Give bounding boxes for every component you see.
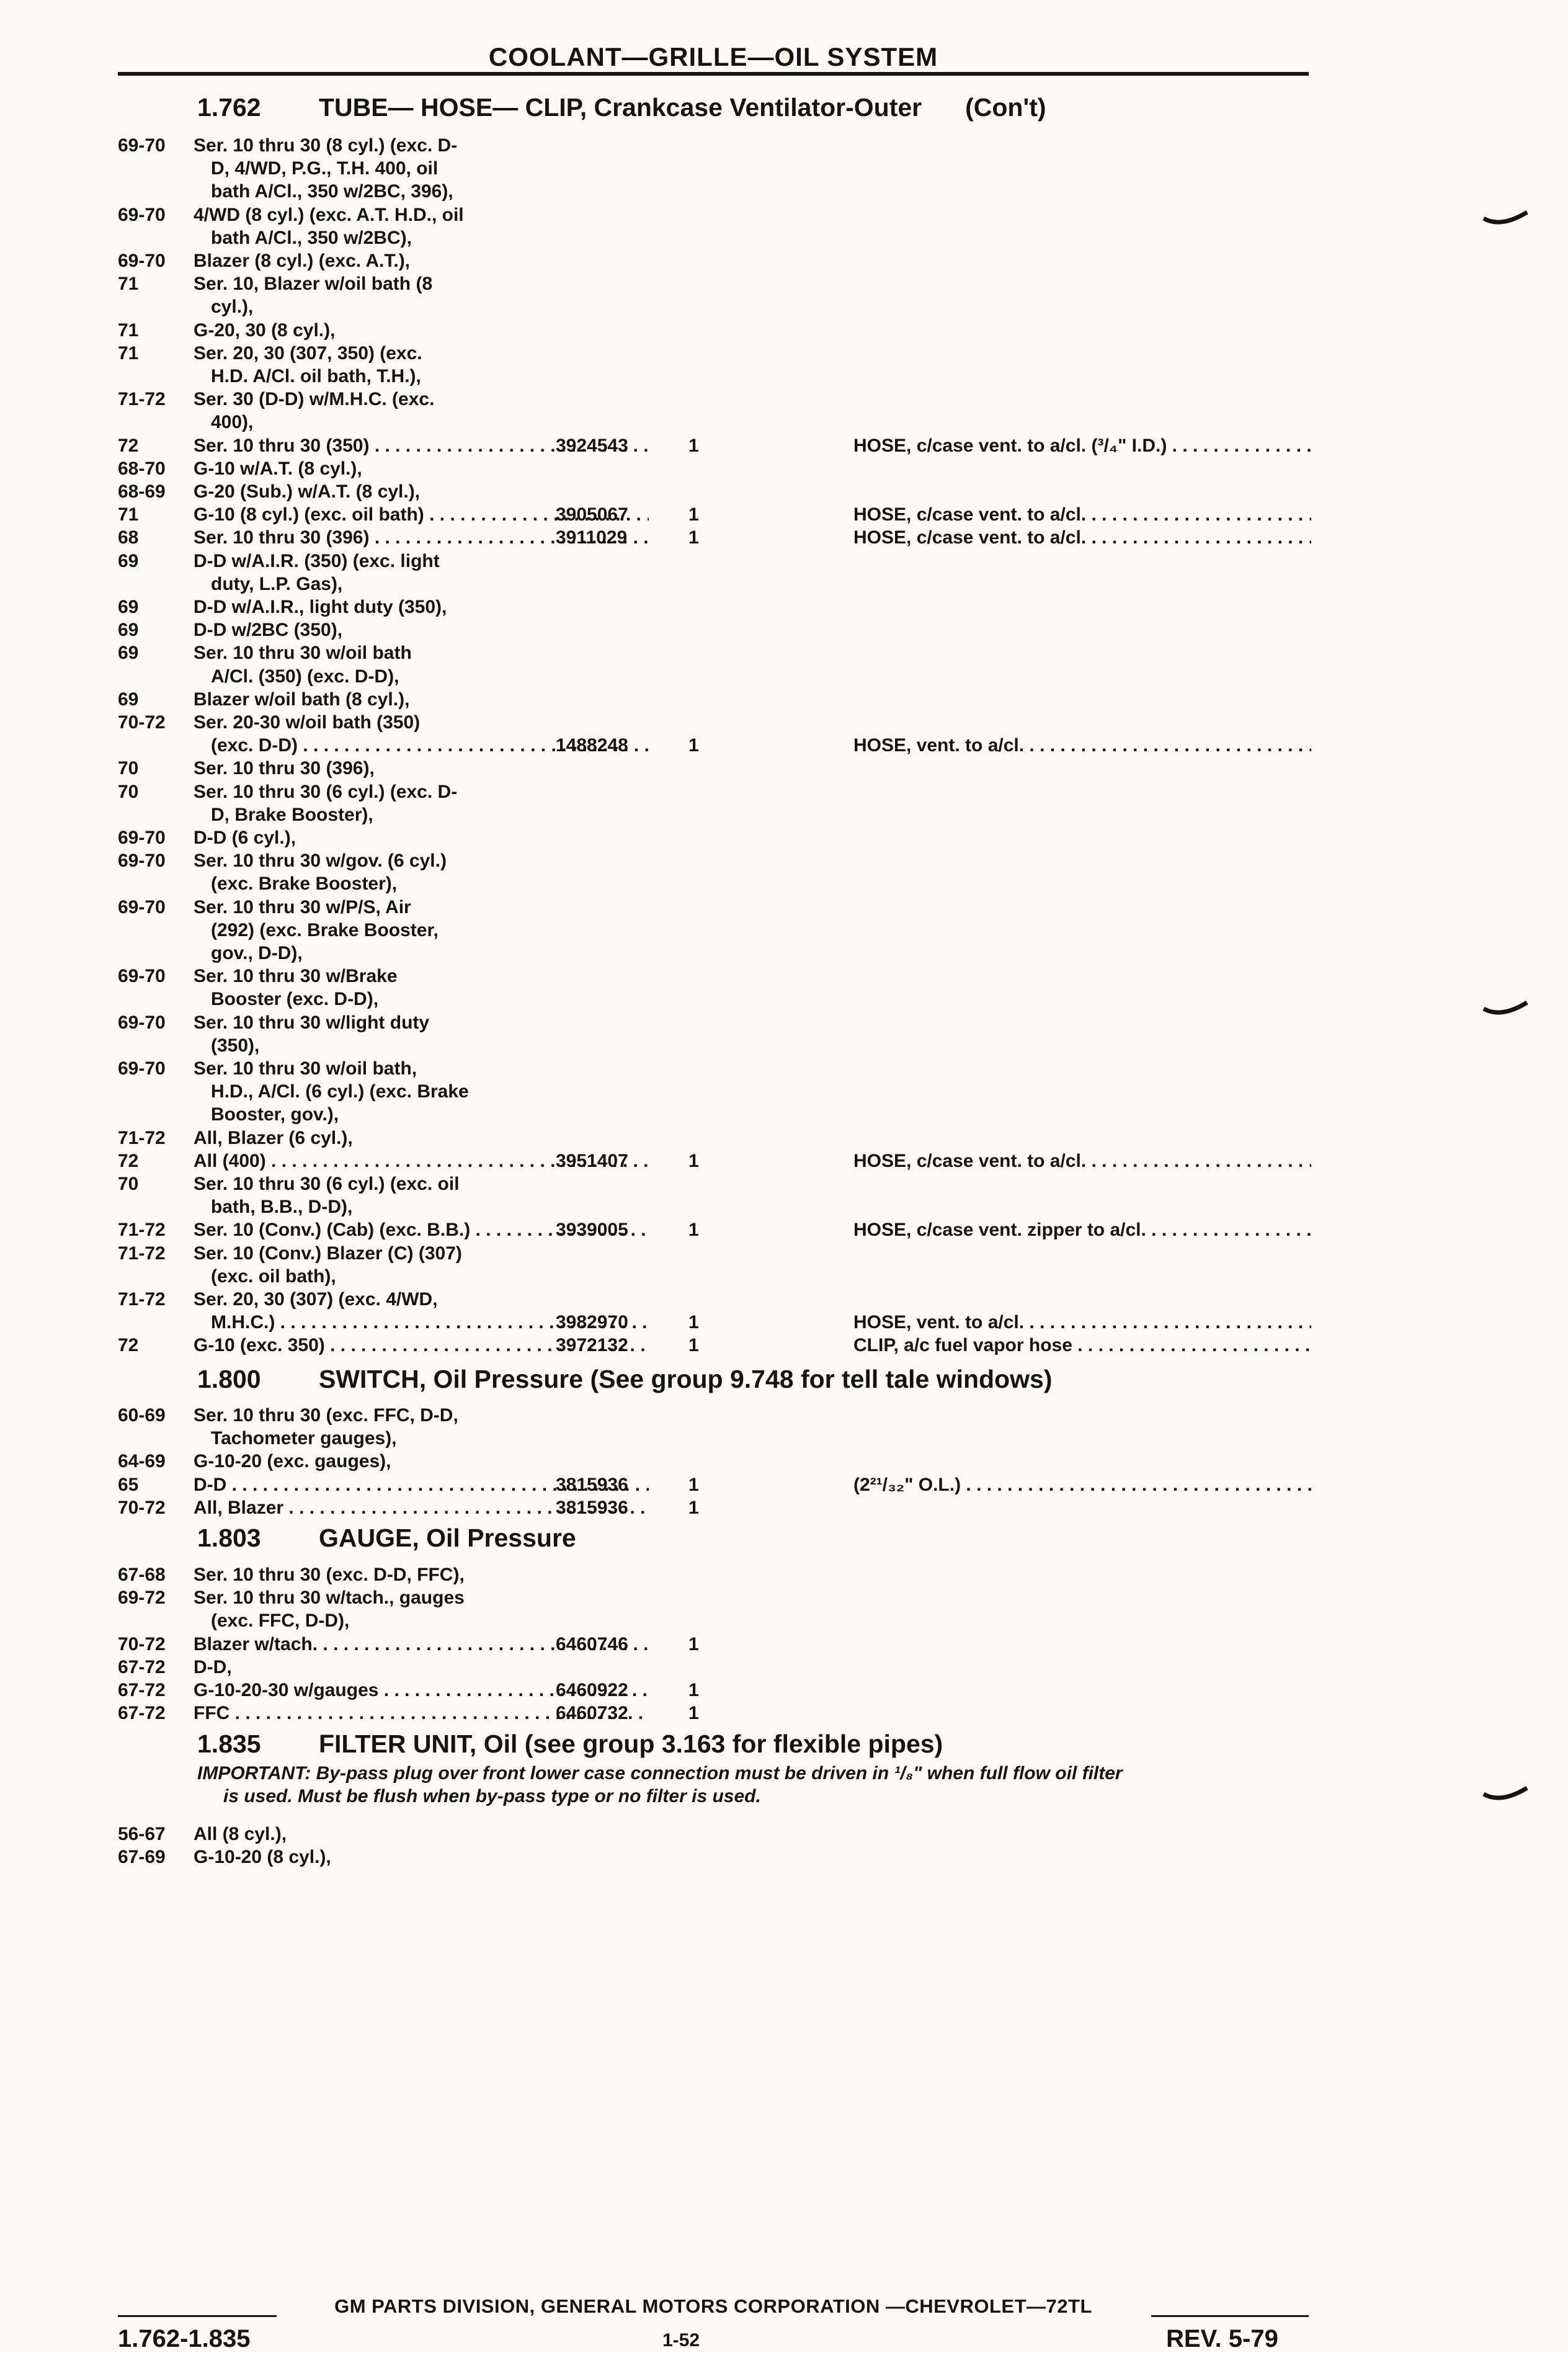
section-heading-1-762 <box>197 93 1376 124</box>
model-year: 69-70 <box>118 966 166 987</box>
application-text: Ser. 30 (D-D) w/M.H.C. (exc. <box>194 389 435 410</box>
application-text: Blazer (8 cyl.) (exc. A.T.), <box>194 251 411 271</box>
table-row <box>118 665 1311 688</box>
table-row <box>118 988 1311 1011</box>
table-row <box>118 1127 1311 1150</box>
section-number: 1.803 <box>197 1524 261 1552</box>
application-text: Ser. 10 thru 30 w/light duty <box>194 1012 430 1033</box>
table-row <box>118 803 1311 826</box>
part-number: 3972132 <box>556 1335 628 1356</box>
part-description: HOSE, c/case vent. to a/cl. . . . <box>853 503 1311 526</box>
table-row <box>118 1609 1311 1632</box>
table-row <box>118 711 1311 734</box>
application-text: Ser. 20, 30 (307, 350) (exc. <box>194 342 422 364</box>
application-text: H.D., A/Cl. (6 cyl.) (exc. Brake <box>211 1081 469 1102</box>
application-text: All, Blazer . . . <box>194 1496 649 1519</box>
quantity: 1 <box>688 1474 699 1495</box>
application-text: Blazer w/oil bath (8 cyl.), <box>194 689 410 710</box>
model-year: 69-70 <box>118 204 166 225</box>
model-year: 72 <box>118 1335 139 1356</box>
table-row <box>118 411 1311 434</box>
model-year: 68 <box>118 527 139 548</box>
table-row <box>118 1473 1311 1496</box>
section-number: 1.762 <box>197 93 261 122</box>
table-row <box>118 1656 1311 1679</box>
quantity: 1 <box>688 1497 699 1518</box>
part-description: HOSE, vent. to a/cl. . . . <box>853 1311 1311 1334</box>
table-row <box>118 1311 1311 1334</box>
table-row <box>118 1150 1311 1172</box>
quantity: 1 <box>688 1150 699 1171</box>
application-text: Ser. 10 (Conv.) Blazer (C) (307) <box>194 1243 462 1264</box>
model-year: 69-70 <box>118 896 166 918</box>
table-row <box>118 203 1311 226</box>
section-heading-1-800 <box>197 1365 1376 1396</box>
table-row <box>118 1427 1311 1450</box>
table-row <box>118 134 1311 157</box>
model-year: 67-72 <box>118 1656 166 1677</box>
table-row <box>118 526 1311 549</box>
application-text: H.D. A/Cl. oil bath, T.H.), <box>211 366 421 386</box>
model-year: 71 <box>118 504 139 525</box>
application-text: Ser. 10 thru 30 (exc. FFC, D-D, <box>194 1405 458 1426</box>
model-year: 72 <box>118 435 139 456</box>
quantity: 1 <box>688 1703 699 1724</box>
application-text: Ser. 10 thru 30 w/tach., gauges <box>194 1587 465 1609</box>
model-year: 69-70 <box>118 1012 166 1033</box>
application-text: Booster, gov.), <box>211 1104 339 1125</box>
table-row <box>118 249 1311 272</box>
application-text: Blazer w/tach. . . . <box>194 1633 649 1656</box>
application-text: Ser. 10 thru 30 w/P/S, Air <box>194 896 411 918</box>
application-text: D-D w/A.I.R. (350) (exc. light <box>194 550 440 571</box>
application-text: G-10 (exc. 350) . . . <box>194 1334 649 1357</box>
model-year: 70 <box>118 1174 139 1194</box>
table-row <box>118 1823 1311 1846</box>
table-row <box>118 1679 1311 1702</box>
table-row <box>118 872 1311 895</box>
model-year: 67-72 <box>118 1680 166 1700</box>
model-year: 70-72 <box>118 712 166 733</box>
table-row <box>118 1404 1311 1427</box>
model-year: 71-72 <box>118 1220 166 1241</box>
application-text: All (400) . . . <box>194 1150 649 1172</box>
application-text: D-D (6 cyl.), <box>194 828 296 848</box>
table-row <box>118 1103 1311 1126</box>
application-text: D-D w/A.I.R., light duty (350), <box>194 597 447 617</box>
application-text: Ser. 10 thru 30 (396), <box>194 758 375 779</box>
table-row <box>118 319 1311 342</box>
section-title: FILTER UNIT, Oil (see group 3.163 for flexible pipes) <box>319 1730 943 1758</box>
punch-mark-icon <box>1482 1000 1528 1019</box>
part-number: 3905067 <box>556 504 628 525</box>
application-text: D, 4/WD, P.G., T.H. 400, oil <box>211 158 439 179</box>
part-number: 3924543 <box>556 435 628 456</box>
table-row <box>118 295 1311 318</box>
application-text: D-D w/2BC (350), <box>194 620 343 641</box>
model-year: 71 <box>118 342 139 364</box>
table-row <box>118 434 1311 457</box>
application-text: All (8 cyl.), <box>194 1824 287 1844</box>
revision-label: REV. 5-79 <box>1166 2325 1278 2352</box>
application-text: Ser. 10, Blazer w/oil bath (8 <box>194 274 433 295</box>
application-text: Ser. 10 thru 30 (6 cyl.) (exc. oil <box>194 1174 460 1194</box>
model-year: 67-68 <box>118 1565 166 1585</box>
table-row <box>118 826 1311 849</box>
table-row <box>118 1242 1311 1265</box>
application-text: (exc. Brake Booster), <box>211 873 398 895</box>
application-text: D, Brake Booster), <box>211 804 373 825</box>
table-row <box>118 1218 1311 1241</box>
part-description: HOSE, vent. to a/cl. . . . <box>853 734 1311 757</box>
model-year: 72 <box>118 1150 139 1171</box>
table-row <box>118 157 1311 180</box>
table-row <box>118 1080 1311 1103</box>
model-year: 69-70 <box>118 135 166 156</box>
application-text: bath A/Cl., 350 w/2BC, 396), <box>211 181 453 202</box>
section-title: TUBE— HOSE— CLIP, Crankcase Ventilator-Outer <box>319 93 922 122</box>
model-year: 70 <box>118 758 139 779</box>
application-text: (exc. D-D) . . . <box>211 734 649 757</box>
continued-label: (Con't) <box>965 93 1046 122</box>
application-text: D-D . . . <box>194 1473 649 1496</box>
application-text: (exc. FFC, D-D), <box>211 1610 350 1632</box>
table-row <box>118 1172 1311 1195</box>
application-text: G-10-20 (exc. gauges), <box>194 1451 391 1472</box>
table-row <box>118 942 1311 965</box>
table-row <box>118 734 1311 757</box>
model-year: 69 <box>118 597 139 617</box>
table-row <box>118 757 1311 780</box>
part-description: HOSE, c/case vent. to a/cl. (³/₄" I.D.) . . . <box>853 434 1311 457</box>
model-year: 70-72 <box>118 1633 166 1654</box>
application-text: bath A/Cl., 350 w/2BC), <box>211 227 412 248</box>
table-row <box>118 1450 1311 1473</box>
part-description: HOSE, c/case vent. zipper to a/cl. . . . <box>853 1218 1311 1241</box>
page-title: COOLANT—GRILLE—OIL SYSTEM <box>488 42 938 71</box>
quantity: 1 <box>688 1680 699 1700</box>
model-year: 71 <box>118 274 139 295</box>
application-text: (350), <box>211 1035 260 1056</box>
application-text: Booster (exc. D-D), <box>211 989 379 1010</box>
table-row <box>118 480 1311 503</box>
application-text: (292) (exc. Brake Booster, <box>211 919 439 940</box>
part-number: 6460732 <box>556 1703 628 1724</box>
part-description: HOSE, c/case vent. to a/cl. . . . <box>853 1150 1311 1172</box>
model-year: 69 <box>118 620 139 641</box>
model-year: 71-72 <box>118 1289 166 1310</box>
part-description: HOSE, c/case vent. to a/cl. . . . <box>853 526 1311 549</box>
page-number: 1-52 <box>662 2330 700 2351</box>
table-row <box>118 1496 1311 1519</box>
application-text: Ser. 20-30 w/oil bath (350) <box>194 712 421 733</box>
section-heading-1-835 <box>197 1730 1376 1761</box>
table-row <box>118 226 1311 249</box>
quantity: 1 <box>688 1335 699 1356</box>
part-number: 1488248 <box>556 735 628 756</box>
table-row <box>118 1011 1311 1034</box>
table-row <box>118 1265 1311 1288</box>
model-year: 69-72 <box>118 1587 166 1609</box>
table-row <box>118 1034 1311 1057</box>
model-year: 65 <box>118 1474 139 1495</box>
header-rule <box>118 72 1309 76</box>
table-row <box>118 1563 1311 1586</box>
application-text: G-10-20 (8 cyl.), <box>194 1847 331 1868</box>
table-row <box>118 896 1311 919</box>
application-text: Ser. 10 thru 30 (8 cyl.) (exc. D- <box>194 135 458 156</box>
table-row <box>118 180 1311 203</box>
table-row <box>118 641 1311 664</box>
application-text: Ser. 20, 30 (307) (exc. 4/WD, <box>194 1289 438 1310</box>
model-year: 70 <box>118 781 139 802</box>
section-title: SWITCH, Oil Pressure (See group 9.748 for tell tale windows) <box>319 1365 1053 1393</box>
section-heading-1-803 <box>197 1524 1376 1555</box>
application-text: Ser. 10 thru 30 (exc. D-D, FFC), <box>194 1565 465 1585</box>
application-text: All, Blazer (6 cyl.), <box>194 1127 353 1148</box>
part-number: 3982970 <box>556 1312 628 1333</box>
table-row <box>118 1586 1311 1609</box>
application-text: gov., D-D), <box>211 943 303 963</box>
application-text: A/Cl. (350) (exc. D-D), <box>211 666 399 687</box>
model-year: 69-70 <box>118 828 166 848</box>
quantity: 1 <box>688 1220 699 1241</box>
model-year: 71-72 <box>118 389 166 410</box>
table-row <box>118 1195 1311 1218</box>
table-row <box>118 780 1311 803</box>
note-line-1: IMPORTANT: By-pass plug over front lower case connection must be driven in ¹/₈" when full flow oil filter <box>197 1763 1123 1784</box>
application-text: G-20, 30 (8 cyl.), <box>194 319 336 341</box>
model-year: 67-69 <box>118 1847 166 1868</box>
model-year: 64-69 <box>118 1451 166 1472</box>
model-year: 60-69 <box>118 1405 166 1426</box>
quantity: 1 <box>688 435 699 456</box>
application-text: M.H.C.) . . . <box>211 1311 649 1334</box>
application-text: Ser. 10 thru 30 (6 cyl.) (exc. D- <box>194 781 458 802</box>
section-title: GAUGE, Oil Pressure <box>319 1524 576 1552</box>
table-row <box>118 919 1311 942</box>
application-text: Tachometer gauges), <box>211 1428 397 1449</box>
model-year: 69-70 <box>118 1058 166 1079</box>
table-row <box>118 1702 1311 1725</box>
punch-mark-icon <box>1482 1785 1528 1804</box>
application-text: 4/WD (8 cyl.) (exc. A.T. H.D., oil <box>194 204 464 225</box>
table-row <box>118 1633 1311 1656</box>
application-text: D-D, <box>194 1656 232 1677</box>
part-number: 3911029 <box>556 527 628 548</box>
table-row <box>118 550 1311 573</box>
table-row <box>118 272 1311 295</box>
application-text: Ser. 10 thru 30 w/oil bath <box>194 643 412 664</box>
quantity: 1 <box>688 1312 699 1333</box>
application-text: 400), <box>211 412 254 433</box>
model-year: 71-72 <box>118 1243 166 1264</box>
application-text: Ser. 10 thru 30 w/gov. (6 cyl.) <box>194 851 447 872</box>
application-text: Ser. 10 thru 30 w/Brake <box>194 966 398 987</box>
model-year: 71-72 <box>118 1127 166 1148</box>
application-text: G-10 (8 cyl.) (exc. oil bath) . . . <box>194 503 649 526</box>
section-number: 1.835 <box>197 1730 261 1758</box>
model-year: 69-70 <box>118 851 166 872</box>
model-year: 70-72 <box>118 1497 166 1518</box>
application-text: Ser. 10 thru 30 (396) . . . <box>194 526 649 549</box>
application-text: bath, B.B., D-D), <box>211 1197 353 1218</box>
model-year: 67-72 <box>118 1703 166 1724</box>
table-row <box>118 573 1311 596</box>
model-year: 68-70 <box>118 458 166 479</box>
application-text: duty, L.P. Gas), <box>211 573 343 594</box>
model-year: 69 <box>118 550 139 571</box>
table-row <box>118 618 1311 641</box>
model-year: 71 <box>118 319 139 341</box>
table-row <box>118 1334 1311 1357</box>
part-number: 6460746 <box>556 1633 628 1654</box>
table-row <box>118 1846 1311 1869</box>
model-year: 68-69 <box>118 481 166 502</box>
application-text: G-20 (Sub.) w/A.T. (8 cyl.), <box>194 481 421 502</box>
part-number: 3951407 <box>556 1150 628 1171</box>
application-text: cyl.), <box>211 297 254 318</box>
section-number: 1.800 <box>197 1365 261 1393</box>
table-row <box>118 849 1311 872</box>
note-line-2: is used. Must be flush when by-pass type or no filter is used. <box>223 1786 761 1806</box>
model-year: 69 <box>118 643 139 664</box>
model-year: 69-70 <box>118 251 166 271</box>
quantity: 1 <box>688 527 699 548</box>
table-row <box>118 365 1311 388</box>
table-row <box>118 342 1311 365</box>
model-year: 56-67 <box>118 1824 166 1844</box>
part-number: 3815936 <box>556 1474 628 1495</box>
application-text: G-10-20-30 w/gauges . . . <box>194 1679 649 1702</box>
table-row <box>118 503 1311 526</box>
application-text: Ser. 10 thru 30 (350) . . . <box>194 434 649 457</box>
table-row <box>118 688 1311 711</box>
footer-group-range: 1.762-1.835 <box>118 2325 251 2352</box>
application-text: Ser. 10 (Conv.) (Cab) (exc. B.B.) . . . <box>194 1218 649 1241</box>
quantity: 1 <box>688 504 699 525</box>
application-text: FFC . . . <box>194 1702 649 1725</box>
quantity: 1 <box>688 1633 699 1654</box>
application-text: G-10 w/A.T. (8 cyl.), <box>194 458 362 479</box>
model-year: 69 <box>118 689 139 710</box>
part-number: 6460922 <box>556 1680 628 1700</box>
footer-organization: GM PARTS DIVISION, GENERAL MOTORS CORPORATION —CHEVROLET—72TL <box>334 2295 1092 2317</box>
table-row <box>118 1288 1311 1311</box>
part-number: 3815936 <box>556 1497 628 1518</box>
application-text: Ser. 10 thru 30 w/oil bath, <box>194 1058 417 1079</box>
important-note <box>197 1762 1314 1808</box>
part-description: CLIP, a/c fuel vapor hose . . . <box>853 1334 1311 1357</box>
quantity: 1 <box>688 735 699 756</box>
table-row <box>118 1057 1311 1080</box>
table-row <box>118 596 1311 618</box>
table-row <box>118 388 1311 411</box>
part-description: (2²¹/₃₂" O.L.) . . . <box>853 1473 1311 1496</box>
table-row <box>118 965 1311 988</box>
punch-mark-icon <box>1482 210 1528 228</box>
application-text: (exc. oil bath), <box>211 1266 336 1287</box>
table-row <box>118 457 1311 480</box>
part-number: 3939005 <box>556 1220 628 1241</box>
